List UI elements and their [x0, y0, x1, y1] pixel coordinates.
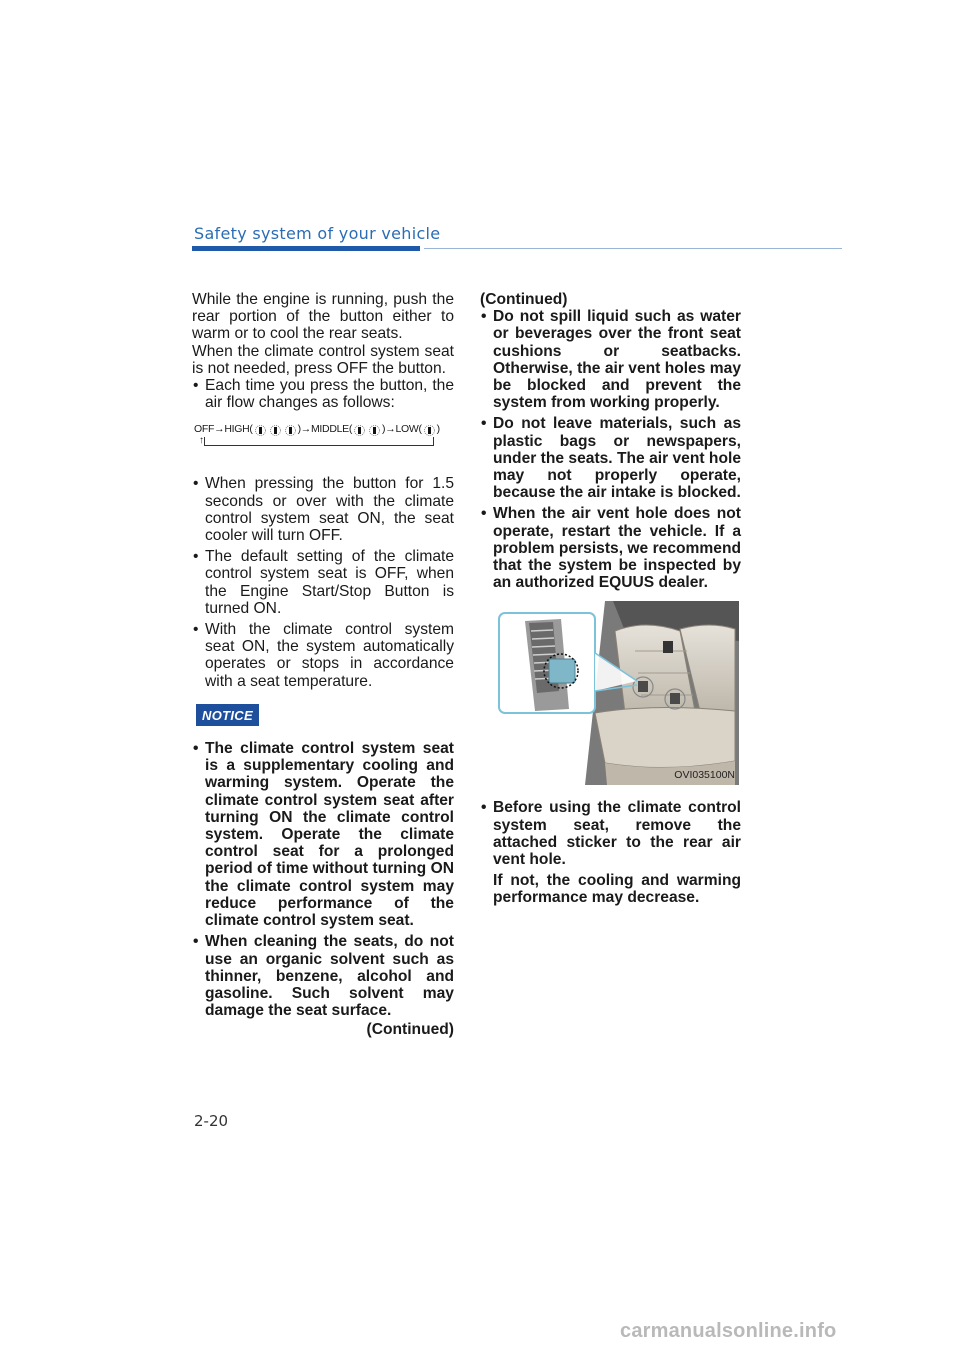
seat-heat-icon	[285, 424, 296, 437]
seat-heat-icon	[369, 424, 380, 437]
bullet-default-setting: • The default setting of the climate control system seat is OFF, when the Engine Start/Stop Button is turned ON.	[193, 548, 454, 617]
diagram-off: OFF	[194, 423, 215, 436]
notice-bullet-sticker: • Before using the climate control system seat, remove the attached sticker to the rear air vent hole.	[481, 799, 741, 869]
continued-label: (Continued)	[366, 1021, 454, 1039]
diagram-up-arrow: ↑	[199, 435, 204, 447]
section-header	[192, 224, 842, 254]
watermark: carmanualsonline.info	[620, 1320, 837, 1342]
notice-bullet-materials: • Do not leave materials, such as plastic bags or newspapers, under the seats. The air vent hole may not properly operate, because the air intake is blocked.	[481, 415, 741, 502]
rear-seat-figure	[495, 601, 739, 785]
section-title: Safety system of your vehicle	[194, 224, 441, 243]
diagram-low: LOW(	[395, 423, 422, 436]
figure-code: OVI035100N	[674, 769, 735, 782]
diagram-loop-line	[204, 437, 434, 446]
intro-paragraph: While the engine is running, push the rear portion of the button either to warm or to cool the rear seats.	[192, 291, 454, 343]
notice-badge: NOTICE	[196, 704, 259, 726]
rear-seat-illustration	[495, 601, 739, 785]
bullet-auto-operation: • With the climate control system seat ON, the system automatically operates or stops in accordance with a seat temperature.	[193, 621, 454, 690]
header-accent-bar	[192, 246, 420, 251]
notice-bullet-supplementary: • The climate control system seat is a supplementary cooling and warming system. Operate the climate control system seat after turning ON the climate control system. Operate the climate control seat for a prolonged period of time without turning ON the climate control system may reduce performance of the climate control system seat.	[193, 740, 454, 930]
notice-bullet-restart: • When the air vent hole does not operate, restart the vehicle. If a problem persists, we recommend that the system be inspected by an authorized EQUUS dealer.	[481, 505, 741, 592]
notice-bullet-liquid: • Do not spill liquid such as water or beverages over the front seat cushions or seatbacks. Otherwise, the air vent holes may be blocked and prevent the system from working properly.	[481, 308, 741, 412]
seat-heat-icon	[270, 424, 281, 437]
seat-heat-icon	[255, 424, 266, 437]
bullet-airflow: • Each time you press the button, the air flow changes as follows:	[193, 377, 454, 412]
continued-heading: (Continued)	[480, 291, 568, 308]
header-rule	[424, 248, 842, 249]
page-number: 2-20	[194, 1112, 229, 1130]
right-column	[480, 291, 741, 907]
bullet-hold-button: • When pressing the button for 1.5 seconds or over with the climate control system seat ON, the seat cooler will turn OFF.	[193, 475, 454, 545]
notice-bullet-cleaning: • When cleaning the seats, do not use an organic solvent such as thinner, benzene, alcohol and gasoline. Such solvent may damage the seat surface.	[193, 933, 454, 1020]
left-column	[192, 291, 454, 1039]
airflow-diagram: OFF → HIGH( ) → MIDDLE( ) → LOW( ) ↑	[192, 417, 454, 461]
off-paragraph: When the climate control system seat is not needed, press OFF the button.	[192, 342, 454, 377]
diagram-high: HIGH(	[224, 423, 253, 436]
diagram-middle: MIDDLE(	[310, 423, 353, 436]
sticker-warning: If not, the cooling and warming performance may decrease.	[493, 872, 741, 907]
seat-heat-icon	[424, 424, 435, 437]
seat-heat-icon	[354, 424, 365, 437]
